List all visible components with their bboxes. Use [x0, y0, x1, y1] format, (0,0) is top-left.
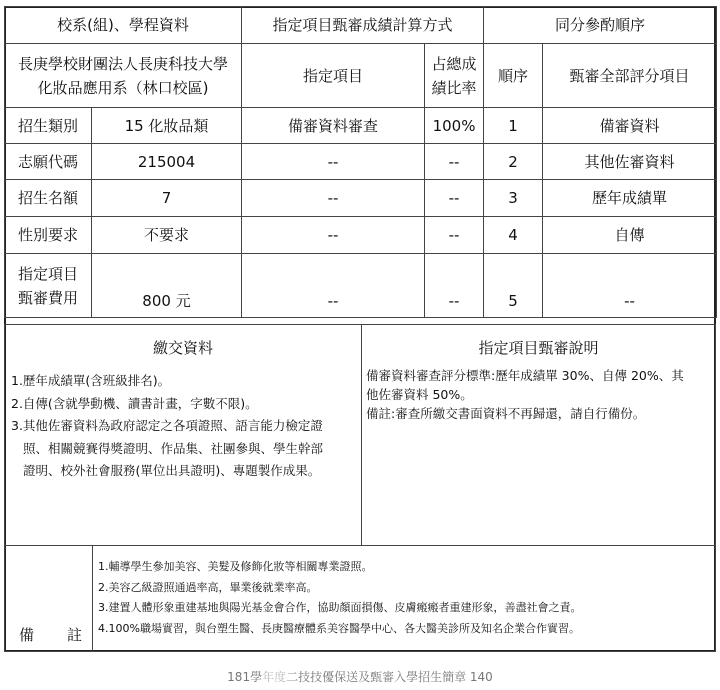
row-review: 其他佐審資料 [543, 144, 717, 180]
row-order: 4 [484, 217, 543, 254]
payment-line: 2.自傳(含就學動機、讀書計畫，字數不限)。 [11, 395, 258, 411]
row-ratio: -- [425, 217, 484, 254]
school-line-2: 化妝品應用系（林口校區) [37, 78, 209, 97]
remark-line: 4.100%職場實習，與台塑生醫、長庚醫療體系美容醫學中心、各大醫美診所及知名企業合作實習。 [98, 621, 580, 635]
header-row [5, 7, 717, 44]
explanation-section [361, 324, 716, 546]
row-review: 備審資料 [543, 108, 717, 144]
order-header: 順序 [484, 44, 543, 108]
table-row [5, 217, 717, 254]
row-order: 3 [484, 180, 543, 217]
row-order: 1 [484, 108, 543, 144]
row-ratio: -- [425, 144, 484, 180]
row-value: 不要求 [92, 217, 242, 254]
row-label: 性別要求 [5, 217, 92, 254]
payment-line: 照、相關競賽得獎證明、作品集、社團參與、學生幹部 [23, 440, 324, 456]
method-header: 指定項目甄審成績計算方式 [242, 7, 484, 44]
row-item: -- [242, 144, 425, 180]
school-line-1: 長庚學校財團法人長庚科技大學 [17, 54, 228, 73]
ratio-header-line-2: 績比率 [431, 78, 477, 97]
table-row [5, 180, 717, 217]
remarks-list [98, 557, 715, 639]
row-item: -- [242, 217, 425, 254]
payment-list [11, 370, 361, 483]
table-row [5, 144, 717, 180]
row-review: 歷年成績單 [543, 180, 717, 217]
row-item: 備審資料審查 [242, 108, 425, 144]
footer-text-1: 181學 [227, 670, 263, 684]
remarks-label-cell [4, 545, 92, 652]
remark-line: 1.輔導學生參加美容、美髮及修飾化妝等相關專業證照。 [98, 560, 373, 573]
remark-line: 2.美容乙級證照通過率高，畢業後就業率高。 [98, 580, 318, 594]
footer-text-3: 二技技優保送及甄審入學招生簡章 140 [286, 670, 493, 684]
footer-text-2: 年度 [262, 670, 287, 684]
fee-order: 5 [484, 254, 543, 318]
table-row [5, 108, 717, 144]
explanation-line: 備註:審查所繳交書面資料不再歸還，請自行備份。 [366, 406, 646, 421]
tie-header: 同分參酌順序 [484, 7, 717, 44]
fee-ratio: -- [425, 254, 484, 318]
explanation-line: 他佐審資料 50%。 [366, 387, 473, 402]
payment-section [4, 324, 362, 546]
remarks-label-a: 備 [19, 626, 35, 644]
ratio-header-line-1: 占總成 [431, 54, 477, 73]
payment-title: 繳交資料 [152, 339, 213, 357]
fee-row [5, 254, 717, 318]
explanation-list [366, 366, 715, 423]
item-header: 指定項目 [242, 44, 425, 108]
fee-review: -- [543, 254, 717, 318]
row-value: 215004 [92, 144, 242, 180]
school-name [5, 44, 242, 108]
payment-line: 3.其他佐審資料為政府認定之各項證照、語言能力檢定證 [11, 418, 323, 433]
explanation-line: 備審資料審查評分標準:歷年成績單 30%、自傳 20%、其 [366, 368, 684, 383]
remarks-label-b: 註 [67, 626, 83, 644]
payment-line: 1.歷年成績單(含班級排名)。 [11, 373, 171, 388]
row-ratio: 100% [425, 108, 484, 144]
fee-label-line-2: 甄審費用 [17, 288, 78, 307]
review-item-header: 甄審全部評分項目 [543, 44, 717, 108]
remarks-section [92, 545, 716, 652]
subheader-row [5, 44, 717, 108]
row-ratio: -- [425, 180, 484, 217]
row-item: -- [242, 180, 425, 217]
row-review: 自傳 [543, 217, 717, 254]
fee-value: 800 元 [92, 254, 242, 318]
fee-label [5, 254, 92, 318]
explanation-title: 指定項目甄審說明 [478, 339, 599, 357]
page-footer [0, 668, 720, 685]
row-value: 7 [92, 180, 242, 217]
fee-label-line-1: 指定項目 [17, 264, 78, 283]
dept-header: 校系(組)、學程資料 [5, 7, 242, 44]
remark-line: 3.建置人體形象重建基地與陽光基金會合作，協助顏面損傷、皮膚瘢瘢者重建形象，善盡社會之責。 [98, 601, 582, 614]
admission-table [4, 6, 717, 318]
fee-item: -- [242, 254, 425, 318]
row-label: 招生類別 [5, 108, 92, 144]
row-order: 2 [484, 144, 543, 180]
ratio-header [425, 44, 484, 108]
row-value: 15 化妝品類 [92, 108, 242, 144]
row-label: 招生名額 [5, 180, 92, 217]
payment-line: 證明、校外社會服務(單位出具證明)、專題製作成果。 [23, 463, 321, 478]
row-label: 志願代碼 [5, 144, 92, 180]
